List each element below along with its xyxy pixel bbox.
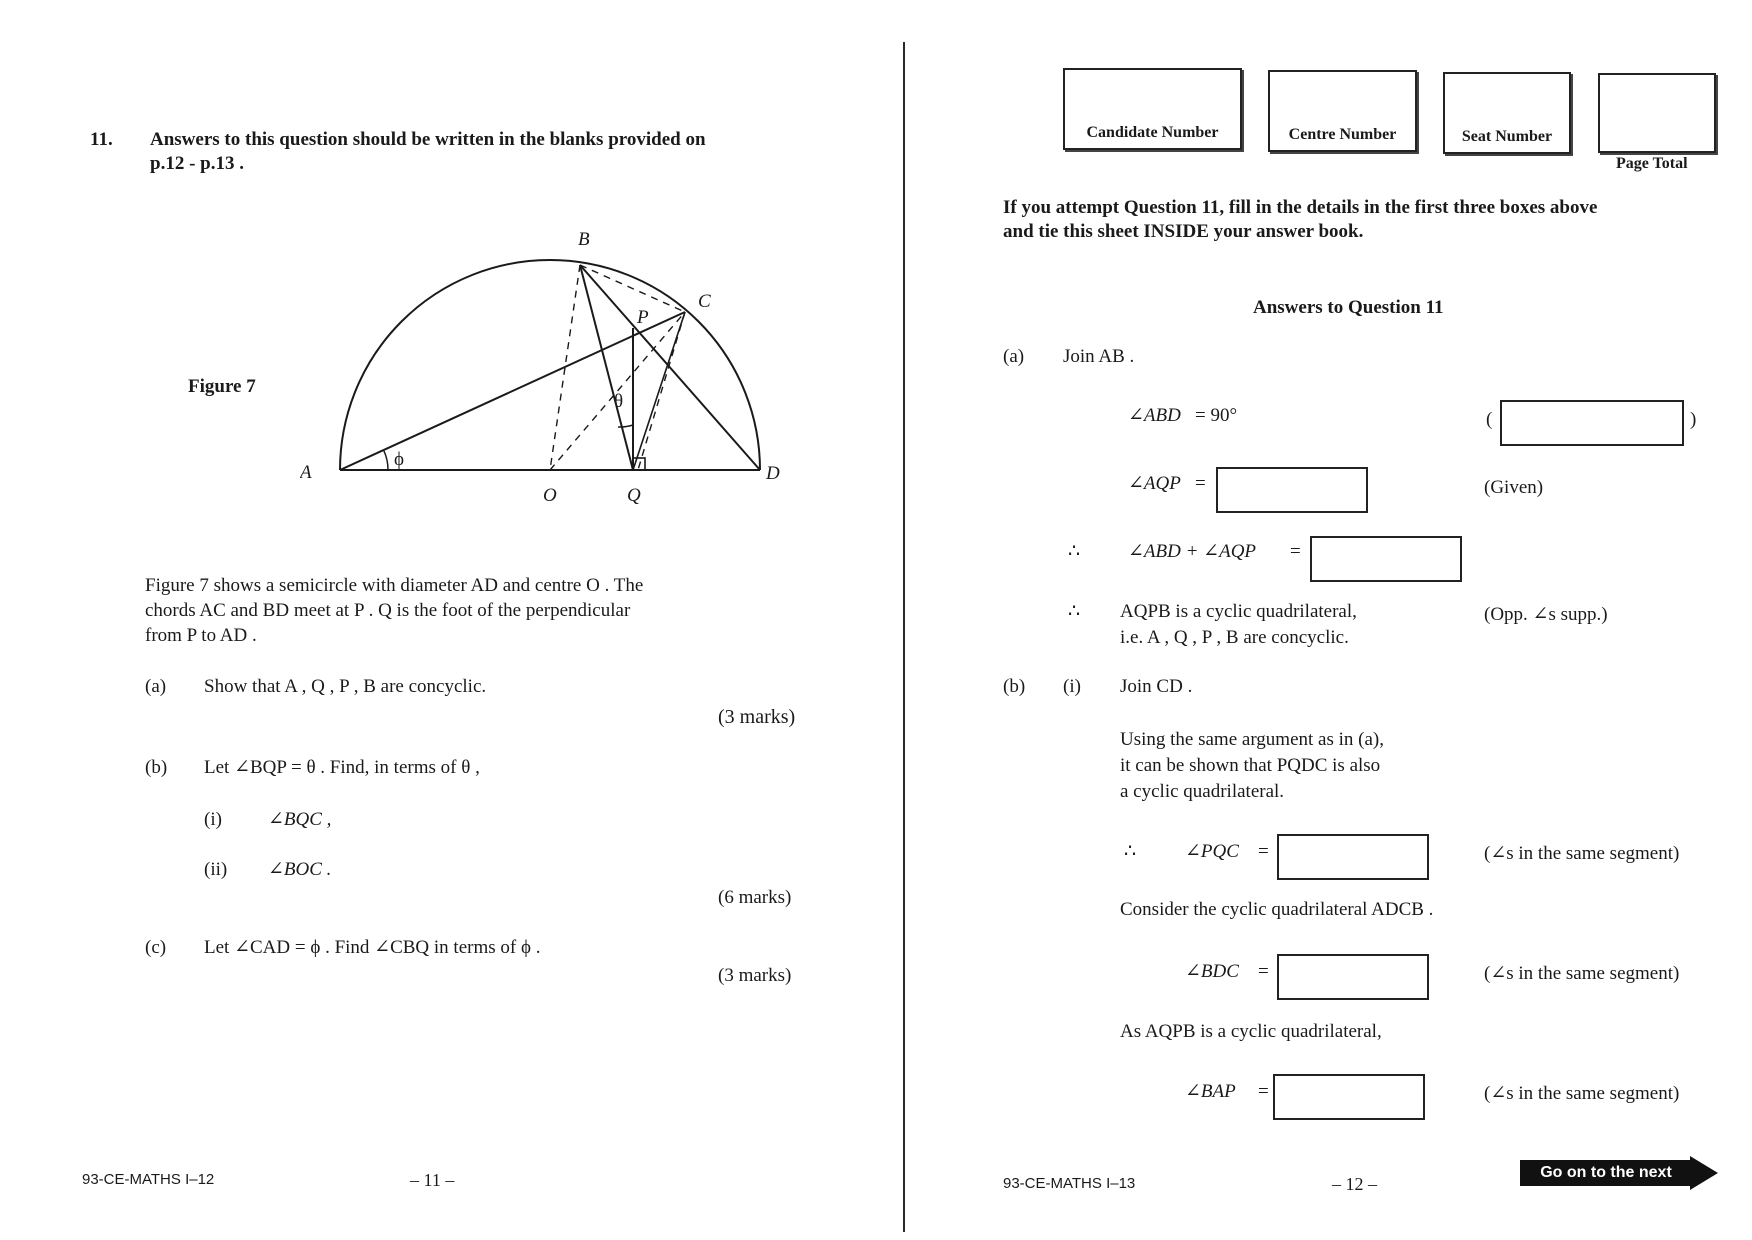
instruction-line-2: p.12 - p.13 .	[150, 153, 244, 174]
arrow-right-icon	[1690, 1156, 1718, 1190]
aqp-answer-box[interactable]	[1216, 467, 1368, 513]
opp-reason: (Opp. ∠s supp.)	[1484, 604, 1608, 625]
bdc-reason: (∠s in the same segment)	[1484, 963, 1680, 984]
centre-number-label: Centre Number	[1288, 126, 1397, 143]
answer-a-label: (a)	[1003, 346, 1025, 367]
description-line-1: Figure 7 shows a semicircle with diameter AD and centre O . The	[145, 575, 644, 596]
label-theta: θ	[614, 391, 624, 412]
description-line-3: from P to AD .	[145, 625, 257, 646]
figure-7-diagram	[300, 225, 820, 515]
label-c: C	[698, 291, 711, 312]
part-b-label: (b)	[145, 757, 168, 778]
bdc-answer-box[interactable]	[1277, 954, 1429, 1000]
aqp-eq: =	[1195, 473, 1206, 494]
therefore-1: ∴	[1068, 541, 1081, 562]
consider-line: Consider the cyclic quadrilateral ADCB .	[1120, 899, 1434, 920]
semicircle-arc	[340, 260, 760, 470]
bap-answer-box[interactable]	[1273, 1074, 1425, 1120]
seat-number-label: Seat Number	[1461, 128, 1553, 145]
label-d: D	[766, 463, 780, 484]
right-footer-code: 93-CE-MATHS I–13	[1003, 1175, 1136, 1192]
pqc-lhs: ∠PQC	[1185, 841, 1239, 862]
answer-b-join: Join CD .	[1120, 676, 1193, 697]
page-total-box[interactable]	[1598, 73, 1716, 153]
sum-eq: =	[1290, 541, 1301, 562]
abd-reason-box[interactable]	[1500, 400, 1684, 446]
cyclic-line-1: AQPB is a cyclic quadrilateral,	[1120, 601, 1357, 622]
part-c-text: Let ∠CAD = ϕ . Find ∠CBQ in terms of ϕ .	[204, 937, 541, 958]
bap-eq: =	[1258, 1081, 1269, 1102]
go-next-page-banner	[1520, 1156, 1720, 1207]
label-a: A	[300, 462, 312, 483]
figure-label: Figure 7	[188, 376, 256, 397]
part-b-marks: (6 marks)	[718, 887, 792, 908]
therefore-3: ∴	[1124, 841, 1137, 862]
bap-reason: (∠s in the same segment)	[1484, 1083, 1680, 1104]
bdc-eq: =	[1258, 961, 1269, 982]
answers-title: Answers to Question 11	[1253, 297, 1444, 318]
abd-paren-open: (	[1486, 409, 1493, 430]
part-b-i-text: ∠BQC ,	[268, 809, 332, 830]
part-b-i-label: (i)	[204, 809, 222, 830]
part-b-ii-label: (ii)	[204, 859, 228, 880]
label-p: P	[637, 307, 649, 328]
go-next-page-label: Go on to the next page	[1520, 1160, 1692, 1186]
abd-paren-close: )	[1690, 409, 1697, 430]
page-total-label: Page Total	[1616, 155, 1688, 172]
abd-eq: = 90°	[1195, 405, 1238, 426]
part-b-text: Let ∠BQP = θ . Find, in terms of θ ,	[204, 757, 480, 778]
part-b-ii-text: ∠BOC .	[268, 859, 332, 880]
phi-arc	[384, 451, 388, 470]
instruction-line-1: Answers to this question should be written in the blanks provided on	[150, 129, 706, 150]
label-o: O	[543, 485, 557, 506]
right-instruction-line-2: and tie this sheet INSIDE your answer book.	[1003, 221, 1364, 242]
description-line-2: chords AC and BD meet at P . Q is the foot of the perpendicular	[145, 600, 631, 621]
sum-lhs: ∠ABD + ∠AQP	[1128, 541, 1257, 562]
seat-number-box[interactable]	[1443, 72, 1571, 154]
part-c-label: (c)	[145, 937, 167, 958]
cyclic-line-2: i.e. A , Q , P , B are concyclic.	[1120, 627, 1349, 648]
therefore-2: ∴	[1068, 601, 1081, 622]
using-line-3: a cyclic quadrilateral.	[1120, 781, 1285, 802]
using-line-1: Using the same argument as in (a),	[1120, 729, 1384, 750]
label-phi: ϕ	[394, 449, 405, 470]
centre-number-box[interactable]	[1268, 70, 1417, 152]
right-instruction-line-1: If you attempt Question 11, fill in the details in the first three boxes above	[1003, 197, 1598, 218]
label-b: B	[578, 229, 590, 250]
bap-lhs: ∠BAP	[1185, 1081, 1236, 1102]
candidate-number-box[interactable]	[1063, 68, 1242, 150]
answer-b-i-label: (i)	[1063, 676, 1081, 697]
candidate-number-label: Candidate Number	[1086, 124, 1219, 141]
label-q: Q	[627, 485, 641, 506]
question-number: 11.	[90, 129, 113, 150]
right-footer-page: – 12 –	[1332, 1174, 1377, 1194]
part-c-marks: (3 marks)	[718, 965, 792, 986]
pqc-reason: (∠s in the same segment)	[1484, 843, 1680, 864]
part-a-marks: (3 marks)	[718, 706, 796, 728]
dashed-bc	[580, 265, 685, 312]
sum-answer-box[interactable]	[1310, 536, 1462, 582]
theta-arc	[618, 425, 633, 427]
answer-b-label: (b)	[1003, 676, 1026, 697]
as-aqpb-line: As AQPB is a cyclic quadrilateral,	[1120, 1021, 1382, 1042]
left-footer-page: – 11 –	[410, 1170, 455, 1190]
using-line-2: it can be shown that PQDC is also	[1120, 755, 1381, 776]
aqp-reason-given: (Given)	[1484, 477, 1544, 498]
page-gutter-divider	[903, 42, 905, 1232]
part-a-label: (a)	[145, 676, 167, 697]
bdc-lhs: ∠BDC	[1185, 961, 1239, 982]
left-footer-code: 93-CE-MATHS I–12	[82, 1171, 215, 1188]
part-a-text: Show that A , Q , P , B are concyclic.	[204, 676, 487, 697]
pqc-eq: =	[1258, 841, 1269, 862]
aqp-lhs: ∠AQP	[1128, 473, 1181, 494]
pqc-answer-box[interactable]	[1277, 834, 1429, 880]
answer-a-join: Join AB .	[1063, 346, 1135, 367]
abd-lhs: ∠ABD	[1128, 405, 1181, 426]
